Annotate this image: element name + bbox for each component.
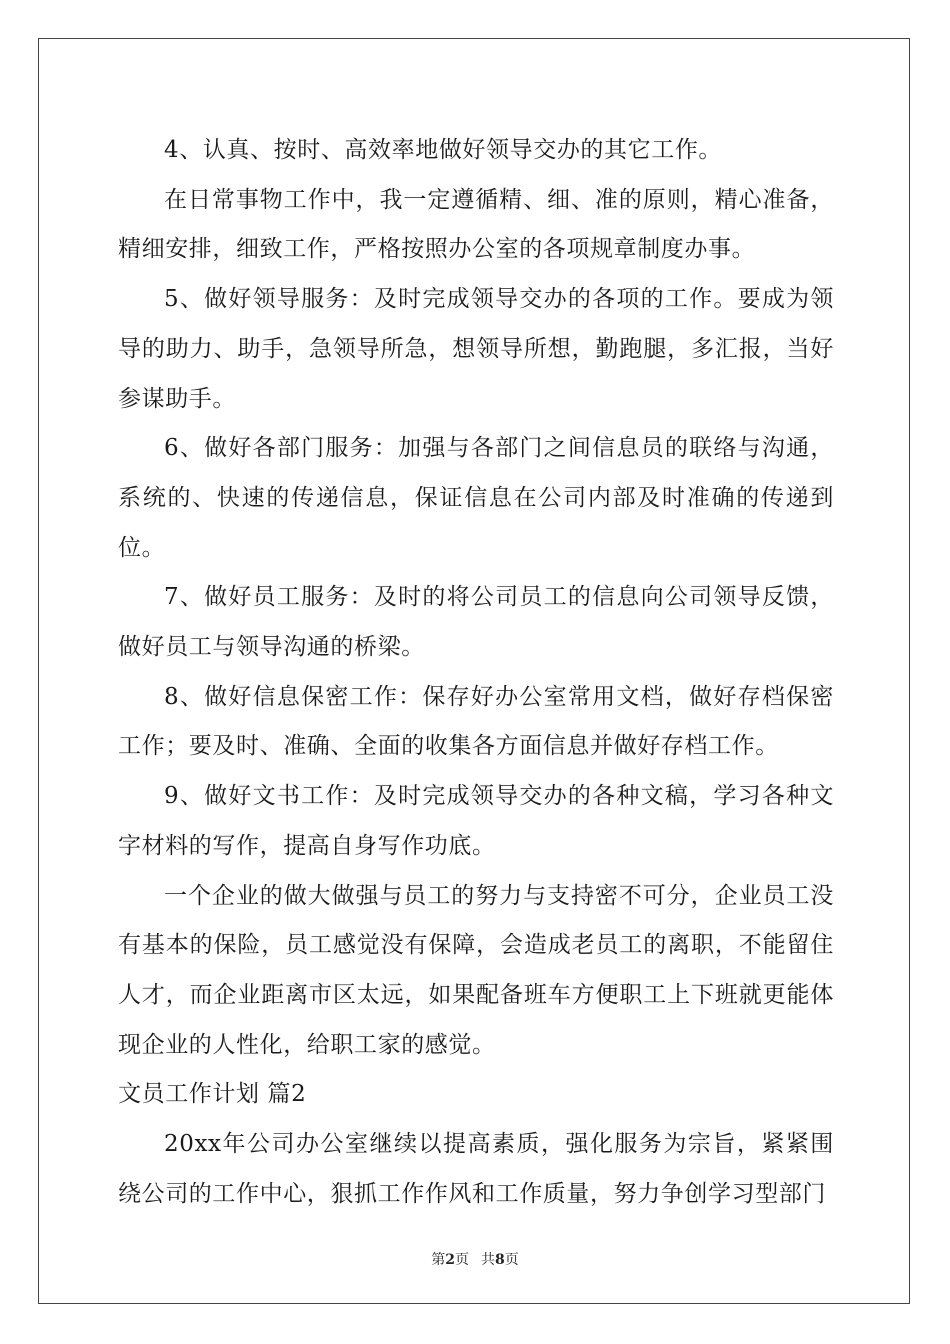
section-heading: 文员工作计划 篇2	[118, 1081, 307, 1108]
footer-prefix: 第	[431, 1252, 446, 1268]
footer-total-pages: 8	[495, 1252, 505, 1268]
footer-total-suffix: 页	[504, 1252, 519, 1268]
paragraph-enterprise: 一个企业的做大做强与员工的努力与支持密不可分，企业员工没有基本的保险，员工感觉没有保障，会造成老员工的离职，不能留住人才，而企业距离市区太远，如果配备班车方便职工上下班就更能体现企业的人性化，给职工家的感觉。	[118, 882, 834, 1058]
footer-page-suffix: 页	[455, 1252, 469, 1268]
paragraph-item-9: 9、做好文书工作：及时完成领导交办的各种文稿，学习各种文字材料的写作，提高自身写作功底。	[118, 783, 834, 859]
paragraph-item-4: 4、认真、按时、高效率地做好领导交办的其它工作。	[164, 137, 723, 163]
paragraph-item-5: 5、做好领导服务：及时完成领导交办的各项的工作。要成为领导的助力、助手，急领导所急，想领导所想，勤跑腿，多汇报，当好参谋助手。	[118, 286, 834, 412]
paragraph-daily-work: 在日常事物工作中，我一定遵循精、细、准的原则，精心准备，精细安排，细致工作，严格按照办公室的各项规章制度办事。	[118, 186, 834, 263]
paragraph-item-7: 7、做好员工服务：及时的将公司员工的信息向公司领导反馈，做好员工与领导沟通的桥梁。	[118, 584, 834, 661]
footer-total-prefix: 共	[481, 1252, 495, 1268]
document-body	[118, 126, 834, 1219]
footer-page-number: 2	[445, 1252, 455, 1268]
paragraph-item-8: 8、做好信息保密工作：保存好办公室常用文档，做好存档保密工作；要及时、准确、全面的收集各方面信息并做好存档工作。	[118, 683, 834, 760]
paragraph-2-intro: 20xx年公司办公室继续以提高素质，强化服务为宗旨，紧紧围绕公司的工作中心，狠抓工作作风和工作质量，努力争创学习型部门	[118, 1131, 834, 1207]
page-footer	[0, 1249, 950, 1269]
paragraph-item-6: 6、做好各部门服务：加强与各部门之间信息员的联络与沟通，系统的、快速的传递信息，保证信息在公司内部及时准确的传递到位。	[118, 435, 834, 561]
